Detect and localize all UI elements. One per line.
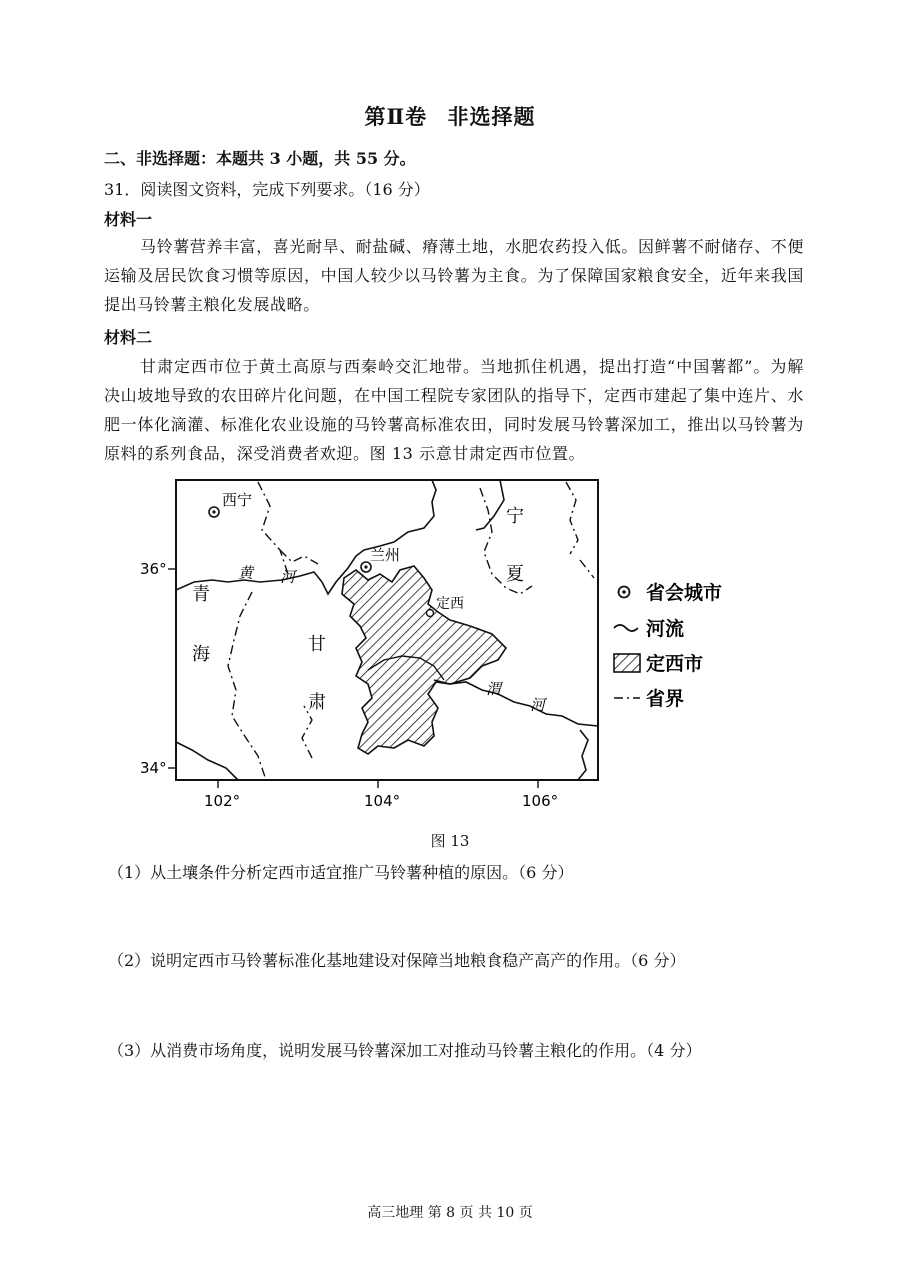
lat-34-label: 34° (140, 759, 167, 777)
figure-caption: 图 13 (430, 832, 470, 850)
lanzhou-label: 兰州 (370, 546, 401, 564)
legend-river-label: 河流 (646, 618, 685, 640)
xining-label: 西宁 (222, 491, 253, 509)
lon-106-label: 106° (522, 792, 559, 810)
section-instruction: 二、非选择题：本题共 3 小题，共 55 分。 (104, 149, 416, 168)
sub-question-3: （3）从消费市场角度，说明发展马铃薯深加工对推动马铃薯主粮化的作用。（4 分） (108, 1041, 702, 1060)
river-name-he1: 河 (280, 568, 296, 586)
legend-capital-label: 省会城市 (646, 582, 723, 604)
part-heading: 非选择题 (447, 104, 536, 129)
page-footer: 高三地理 第 8 页 共 10 页 (367, 1205, 533, 1221)
material2-label: 材料二 (104, 328, 153, 347)
region-hai: 海 (192, 644, 210, 665)
legend-dingxi-label: 定西市 (646, 653, 704, 675)
legend-boundary-label: 省界 (646, 688, 685, 710)
region-su: 肃 (308, 692, 326, 713)
material1-text: 马铃薯营养丰富，喜光耐旱、耐盐碱、瘠薄土地，水肥农药投入低。因鲜薯不耐储存、不便运输及居民饮食习惯等原因，中国人较少以马铃薯为主食。为了保障国家粮食安全，近年来我国提出马铃薯主粮化发展战略。 (104, 237, 805, 314)
lat-36-label: 36° (140, 560, 167, 578)
map-legend-panel (612, 572, 782, 722)
river-name-wei: 渭 (486, 680, 502, 698)
dingxi-label: 定西 (436, 596, 464, 612)
part-label: 第Ⅱ卷 (364, 104, 428, 129)
lon-104-label: 104° (364, 792, 401, 810)
legend-river-icon (614, 625, 638, 631)
sub-question-1: （1）从土壤条件分析定西市适宜推广马铃薯种植的原因。（6 分） (108, 863, 574, 882)
region-gan: 甘 (308, 634, 326, 655)
material2-text: 甘肃定西市位于黄土高原与西秦岭交汇地带。当地抓住机遇，提出打造“中国薯都”。为解决山坡地导致的农田碎片化问题，在中国工程院专家团队的指导下，定西市建起了集中连片、水肥一体化滴灌、标准化农业设施的马铃薯高标准农田，同时发展马铃薯深加工，推出以马铃薯为原料的系列食品，深受消费者欢迎。图 13 示意甘肃定西市位置。 (104, 357, 804, 463)
question-stem: 31．阅读图文资料，完成下列要求。（16 分） (104, 180, 430, 199)
part-title (0, 101, 900, 131)
material1-label: 材料一 (104, 210, 153, 229)
river-name-huang: 黄 (238, 564, 254, 582)
dingxi-marker (427, 610, 434, 617)
lon-102-label: 102° (204, 792, 241, 810)
sub-question-2: （2）说明定西市马铃薯标准化基地建设对保障当地粮食稳产高产的作用。（6 分） (108, 951, 686, 970)
river-name-he2: 河 (530, 696, 546, 714)
region-qing: 青 (192, 584, 210, 605)
legend-dingxi-icon (614, 654, 640, 672)
region-xia: 夏 (506, 564, 524, 585)
dingxi-location-map (132, 470, 612, 820)
region-ning: 宁 (506, 506, 524, 527)
